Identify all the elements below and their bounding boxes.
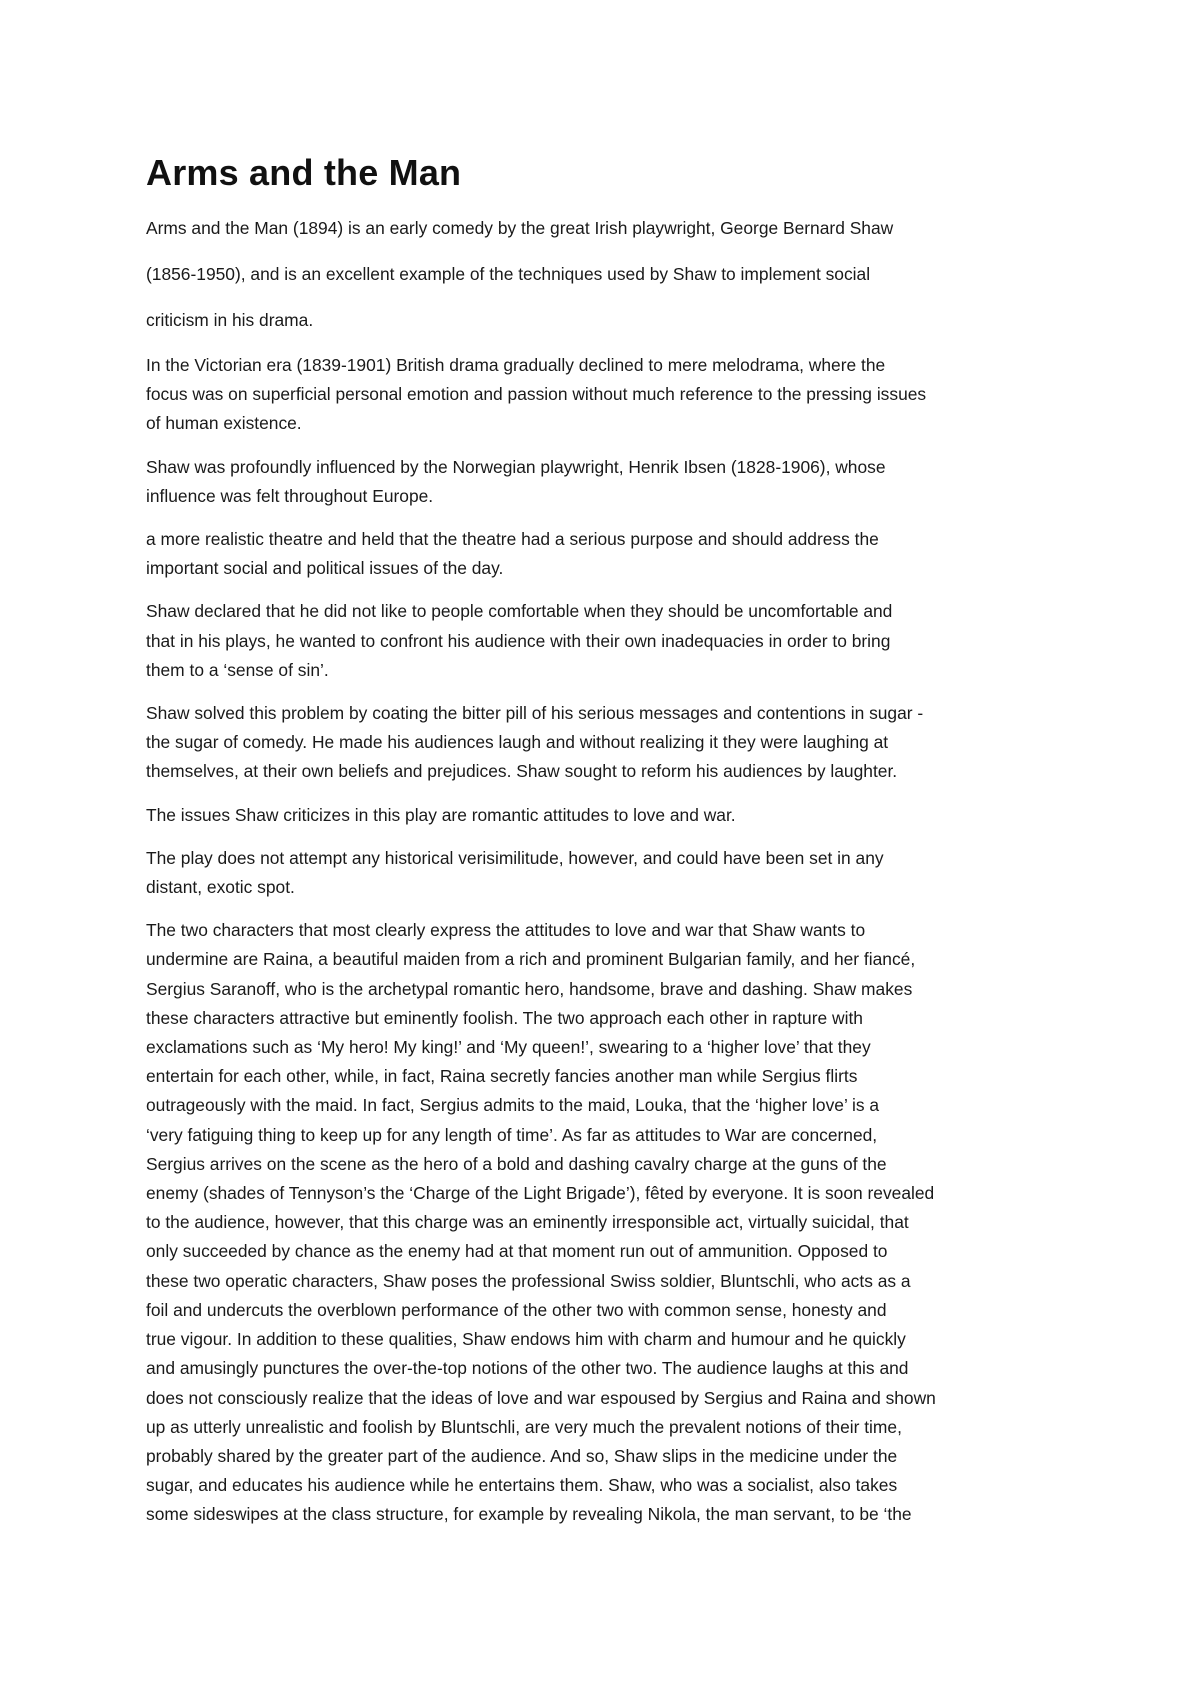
text-line: only succeeded by chance as the enemy had at that moment run out of ammunition. Opposed to	[146, 1241, 888, 1262]
text-line: Shaw was profoundly influenced by the Norwegian playwright, Henrik Ibsen (1828-1906), whose	[146, 456, 886, 477]
text-line: some sideswipes at the class structure, for example by revealing Nikola, the man servant, to be ‘the	[146, 1504, 912, 1525]
text-line: entertain for each other, while, in fact, Raina secretly fancies another man while Sergius flirts	[146, 1066, 858, 1087]
text-line: up as utterly unrealistic and foolish by Bluntschli, are very much the prevalent notions of their time,	[146, 1416, 902, 1437]
text-line: these two operatic characters, Shaw poses the professional Swiss soldier, Bluntschli, who acts as a	[146, 1270, 911, 1291]
text-line: distant, exotic spot.	[146, 877, 295, 898]
text-line: The issues Shaw criticizes in this play are romantic attitudes to love and war.	[146, 804, 736, 825]
text-line: undermine are Raina, a beautiful maiden from a rich and prominent Bulgarian family, and her fiancé,	[146, 949, 916, 970]
text-line: ‘very fatiguing thing to keep up for any length of time’. As far as attitudes to War are concerned,	[146, 1124, 878, 1145]
text-line: probably shared by the greater part of the audience. And so, Shaw slips in the medicine under the	[146, 1445, 898, 1466]
text-line: The play does not attempt any historical verisimilitude, however, and could have been set in any	[146, 847, 884, 868]
text-line: these characters attractive but eminently foolish. The two approach each other in rapture with	[146, 1007, 863, 1028]
text-line: exclamations such as ‘My hero! My king!’ and ‘My queen!’, swearing to a ‘higher love’ that they	[146, 1037, 871, 1058]
paragraph-victorian-era	[146, 351, 1066, 439]
document-body	[146, 150, 1066, 1544]
text-line: Shaw solved this problem by coating the bitter pill of his serious messages and contentions in sugar -	[146, 703, 924, 724]
document-title: Arms and the Man	[146, 152, 462, 193]
paragraph-sugar-of-comedy	[146, 699, 1066, 787]
text-line: the sugar of comedy. He made his audiences laugh and without realizing it they were laughing at	[146, 732, 889, 753]
intro-line: (1856-1950), and is an excellent example of the techniques used by Shaw to implement social	[146, 264, 871, 284]
paragraph-sense-of-sin	[146, 597, 1066, 685]
text-line: and amusingly punctures the over-the-top notions of the other two. The audience laughs at this and	[146, 1358, 909, 1379]
text-line: important social and political issues of the day.	[146, 558, 504, 579]
text-line: The two characters that most clearly express the attitudes to love and war that Shaw wants to	[146, 920, 866, 941]
paragraph-ibsen-influence	[146, 453, 1066, 511]
paragraph-realistic-theatre	[146, 525, 1066, 583]
text-line: influence was felt throughout Europe.	[146, 485, 434, 506]
paragraph-characters	[146, 916, 1066, 1529]
text-line: them to a ‘sense of sin’.	[146, 659, 329, 680]
intro-line: criticism in his drama.	[146, 310, 314, 330]
text-line: Sergius Saranoff, who is the archetypal romantic hero, handsome, brave and dashing. Shaw makes	[146, 978, 913, 999]
paragraph-verisimilitude	[146, 844, 1066, 902]
text-line: Shaw declared that he did not like to people comfortable when they should be uncomfortable and	[146, 601, 893, 622]
text-line: Sergius arrives on the scene as the hero of a bold and dashing cavalry charge at the guns of the	[146, 1153, 887, 1174]
intro-line: Arms and the Man (1894) is an early comedy by the great Irish playwright, George Bernard Shaw	[146, 218, 894, 238]
intro-paragraph	[146, 214, 1066, 335]
text-line: true vigour. In addition to these qualities, Shaw endows him with charm and humour and he quickly	[146, 1329, 906, 1350]
text-line: to the audience, however, that this charge was an eminently irresponsible act, virtually suicidal, that	[146, 1212, 909, 1233]
text-line: does not consciously realize that the ideas of love and war espoused by Sergius and Raina and shown	[146, 1387, 936, 1408]
text-line: foil and undercuts the overblown performance of the other two with common sense, honesty and	[146, 1299, 887, 1320]
text-line: In the Victorian era (1839-1901) British drama gradually declined to mere melodrama, where the	[146, 355, 886, 375]
text-line: themselves, at their own beliefs and prejudices. Shaw sought to reform his audiences by laughter.	[146, 761, 898, 782]
text-line: enemy (shades of Tennyson’s the ‘Charge of the Light Brigade’), fêted by everyone. It is soon revealed	[146, 1183, 935, 1204]
text-line: outrageously with the maid. In fact, Sergius admits to the maid, Louka, that the ‘higher love’ is a	[146, 1095, 880, 1116]
text-line: sugar, and educates his audience while he entertains them. Shaw, who was a socialist, also takes	[146, 1475, 898, 1496]
text-line: focus was on superficial personal emotion and passion without much reference to the pressing issues	[146, 384, 927, 405]
text-line: that in his plays, he wanted to confront his audience with their own inadequacies in order to bring	[146, 630, 891, 651]
text-line: of human existence.	[146, 413, 302, 434]
paragraph-issues	[146, 801, 1066, 830]
text-line: a more realistic theatre and held that the theatre had a serious purpose and should address the	[146, 529, 879, 550]
